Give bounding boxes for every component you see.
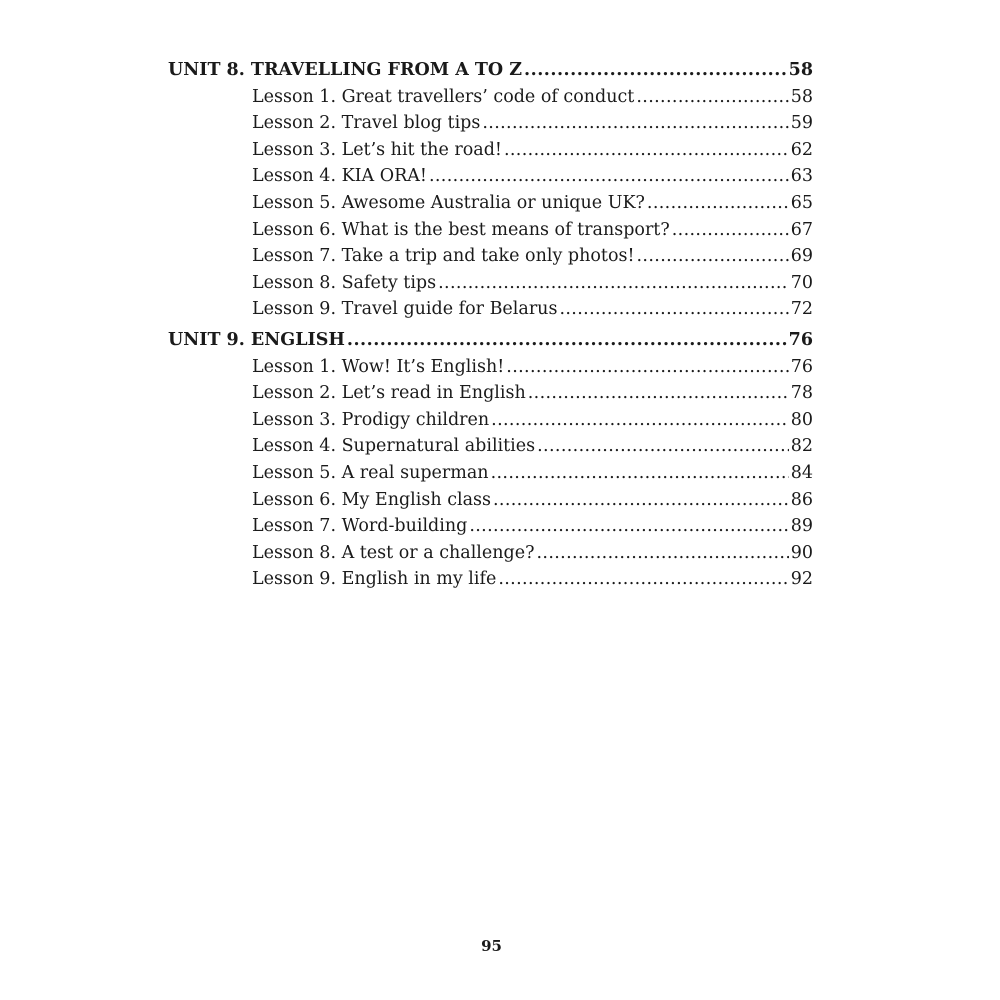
dot-leader [482, 110, 788, 137]
dot-leader [347, 327, 787, 354]
dot-leader [429, 163, 789, 190]
lesson-page-number: 67 [790, 219, 813, 240]
lesson-title: Lesson 8. Safety tips [252, 272, 437, 293]
lesson-page-number: 90 [790, 542, 813, 563]
lesson-page-number: 59 [790, 113, 813, 134]
dot-leader [498, 566, 788, 593]
lesson-entry[interactable] [168, 407, 813, 434]
lesson-entry[interactable] [168, 433, 813, 460]
lesson-page-number: 86 [790, 489, 813, 510]
page-number: 95 [481, 937, 502, 955]
lesson-page-number: 89 [790, 516, 813, 537]
dot-leader [637, 243, 789, 270]
lesson-page-number: 78 [790, 383, 813, 404]
lesson-title: Lesson 1. Great travellers’ code of conduct [252, 86, 635, 107]
lesson-entry[interactable] [168, 217, 813, 244]
dot-leader [504, 137, 789, 164]
lesson-title: Lesson 2. Travel blog tips [252, 113, 481, 134]
lesson-page-number: 63 [790, 166, 813, 187]
lesson-title: Lesson 2. Let’s read in English [252, 383, 526, 404]
dot-leader [524, 57, 787, 84]
lesson-page-number: 70 [790, 272, 813, 293]
lesson-entry[interactable] [168, 513, 813, 540]
lesson-title: Lesson 1. Wow! It’s English! [252, 356, 505, 377]
unit-title: UNIT 8. TRAVELLING FROM A TO Z [168, 60, 523, 80]
lesson-page-number: 58 [790, 86, 813, 107]
dot-leader [636, 84, 788, 111]
lesson-title: Lesson 9. Travel guide for Belarus [252, 299, 558, 320]
lesson-entry[interactable] [168, 190, 813, 217]
lesson-title: Lesson 4. Supernatural abilities [252, 436, 536, 457]
lesson-entry[interactable] [168, 540, 813, 567]
lesson-page-number: 69 [790, 246, 813, 267]
lesson-title: Lesson 3. Let’s hit the road! [252, 139, 502, 160]
lesson-title: Lesson 9. English in my life [252, 569, 497, 590]
lesson-entry[interactable] [168, 296, 813, 323]
lesson-page-number: 84 [790, 462, 813, 483]
table-of-contents [168, 57, 813, 597]
lesson-page-number: 72 [790, 299, 813, 320]
lesson-page-number: 92 [790, 569, 813, 590]
lesson-title: Lesson 3. Prodigy children [252, 409, 490, 430]
lesson-entry[interactable] [168, 566, 813, 593]
unit-9-section [168, 327, 813, 593]
lesson-entry[interactable] [168, 487, 813, 514]
lesson-entry[interactable] [168, 270, 813, 297]
lesson-entry[interactable] [168, 460, 813, 487]
dot-leader [528, 380, 789, 407]
lesson-page-number: 62 [790, 139, 813, 160]
dot-leader [647, 190, 789, 217]
dot-leader [438, 270, 789, 297]
lesson-entry[interactable] [168, 110, 813, 137]
lesson-title: Lesson 6. My English class [252, 489, 491, 510]
lesson-title: Lesson 7. Take a trip and take only photos! [252, 246, 635, 267]
lesson-title: Lesson 6. What is the best means of transport? [252, 219, 670, 240]
lesson-entry[interactable] [168, 243, 813, 270]
lesson-page-number: 65 [790, 192, 813, 213]
unit-page-number: 76 [788, 329, 813, 350]
unit-heading[interactable] [168, 57, 813, 84]
dot-leader [506, 354, 788, 381]
lesson-page-number: 80 [790, 409, 813, 430]
lesson-entry[interactable] [168, 84, 813, 111]
dot-leader [491, 460, 789, 487]
lesson-entry[interactable] [168, 137, 813, 164]
dot-leader [469, 513, 788, 540]
lesson-entry[interactable] [168, 380, 813, 407]
unit-heading[interactable] [168, 327, 813, 354]
dot-leader [493, 487, 789, 514]
lesson-title: Lesson 5. Awesome Australia or unique UK? [252, 192, 645, 213]
unit-title: UNIT 9. ENGLISH [168, 329, 345, 350]
dot-leader [491, 407, 789, 434]
dot-leader [672, 217, 789, 244]
lesson-entry[interactable] [168, 163, 813, 190]
lesson-title: Lesson 5. A real superman [252, 462, 489, 483]
lesson-title: Lesson 8. A test or a challenge? [252, 542, 535, 563]
dot-leader [536, 540, 788, 567]
lesson-title: Lesson 7. Word-building [252, 516, 468, 537]
lesson-page-number: 82 [790, 436, 813, 457]
dot-leader [559, 296, 788, 323]
dot-leader [537, 433, 789, 460]
lesson-page-number: 76 [790, 356, 813, 377]
lesson-entry[interactable] [168, 354, 813, 381]
unit-page-number: 58 [788, 60, 813, 80]
unit-8-section [168, 57, 813, 323]
lesson-title: Lesson 4. KIA ORA! [252, 166, 427, 187]
